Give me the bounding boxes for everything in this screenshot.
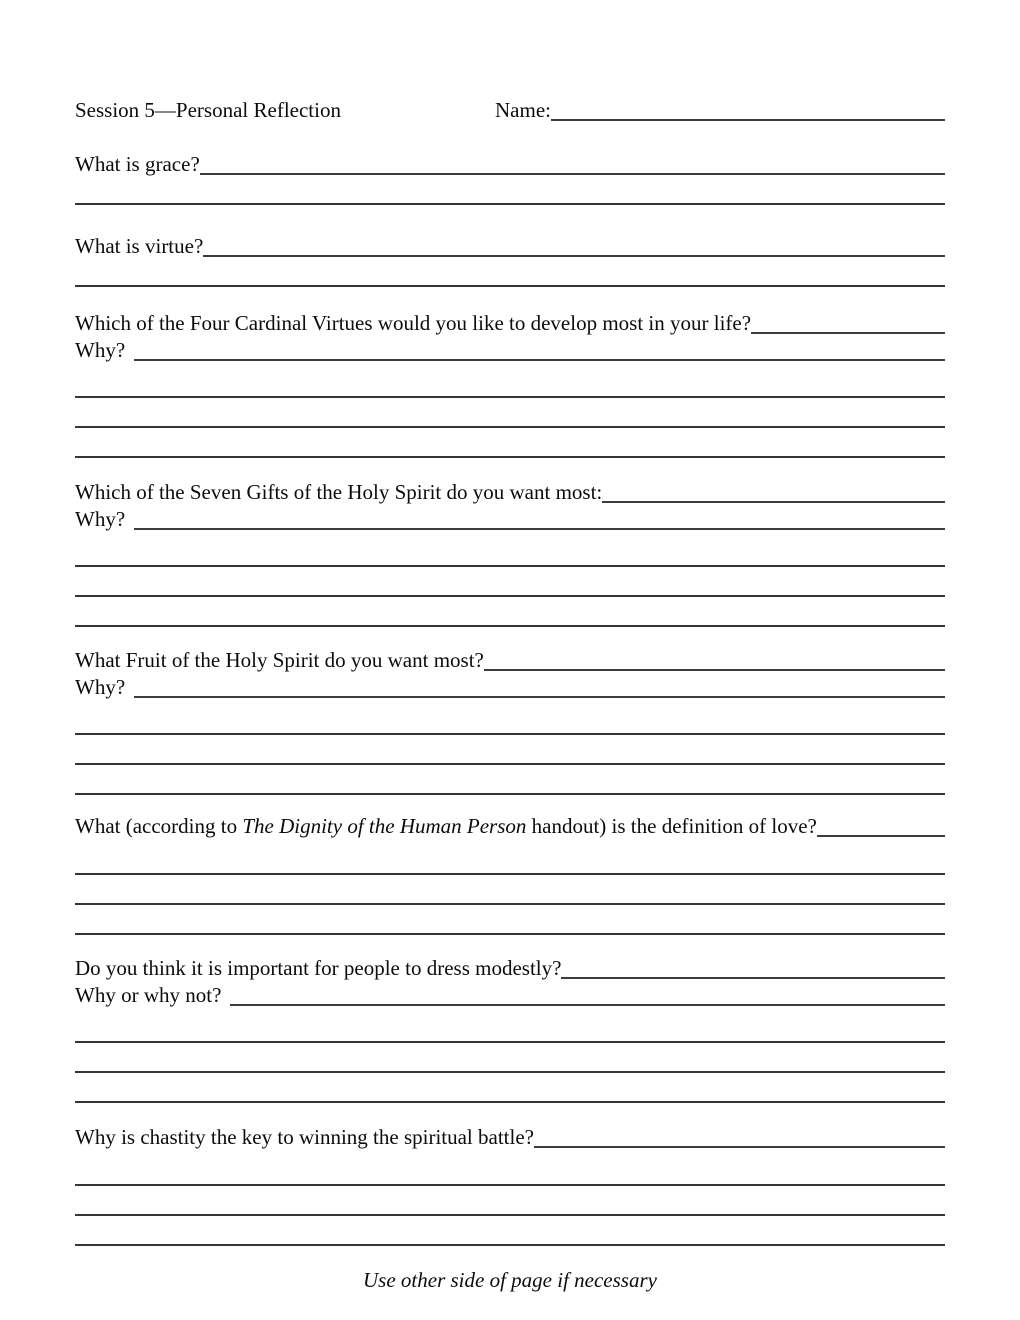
question-love-definition-label xyxy=(75,813,817,840)
answer-line xyxy=(75,905,945,935)
question-cardinal-virtues xyxy=(75,310,945,337)
section-virtue xyxy=(75,233,945,287)
name-blank xyxy=(551,97,945,121)
answer-blank xyxy=(484,647,945,671)
answer-blank xyxy=(230,982,945,1006)
answer-line xyxy=(75,845,945,875)
answer-line xyxy=(75,735,945,765)
question-seven-gifts-label: Which of the Seven Gifts of the Holy Spirit do you want most: xyxy=(75,480,603,504)
answer-lines-love-definition xyxy=(75,845,945,935)
answer-line xyxy=(75,875,945,905)
question-seven-gifts xyxy=(75,479,945,506)
question-cardinal-virtues-label: Which of the Four Cardinal Virtues would you like to develop most in your life? xyxy=(75,311,752,335)
answer-line xyxy=(75,1156,945,1186)
why-row-cardinal-virtues xyxy=(75,337,945,364)
answer-lines-cardinal-virtues xyxy=(75,368,945,458)
question-love-definition xyxy=(75,813,945,840)
why-row-modesty xyxy=(75,982,945,1009)
question-chastity-label: Why is chastity the key to winning the spiritual battle? xyxy=(75,1125,534,1149)
answer-lines-seven-gifts xyxy=(75,537,945,627)
why-row-seven-gifts xyxy=(75,506,945,533)
section-chastity xyxy=(75,1124,945,1246)
answer-line xyxy=(75,537,945,567)
answer-line xyxy=(75,368,945,398)
question-grace xyxy=(75,151,945,178)
answer-lines-virtue xyxy=(75,257,945,287)
answer-line xyxy=(75,1013,945,1043)
section-love-definition xyxy=(75,813,945,935)
answer-lines-modesty xyxy=(75,1013,945,1103)
question-grace-label: What is grace? xyxy=(75,152,200,176)
answer-line xyxy=(75,597,945,627)
answer-line xyxy=(75,428,945,458)
question-love-suffix: handout) is the definition of love? xyxy=(526,814,817,838)
answer-line xyxy=(75,765,945,795)
section-modesty xyxy=(75,955,945,1103)
answer-blank xyxy=(817,813,945,837)
answer-lines-fruit xyxy=(75,705,945,795)
question-fruit xyxy=(75,647,945,674)
answer-line xyxy=(75,257,945,287)
page-title: Session 5—Personal Reflection xyxy=(75,98,341,122)
footer-note: Use other side of page if necessary xyxy=(363,1268,657,1292)
header-row xyxy=(75,97,945,124)
name-label: Name: xyxy=(495,98,551,122)
answer-blank xyxy=(200,151,945,175)
answer-blank xyxy=(134,337,945,361)
answer-blank xyxy=(561,955,945,979)
answer-blank xyxy=(203,233,945,257)
answer-blank xyxy=(751,310,945,334)
answer-line xyxy=(75,1073,945,1103)
answer-blank xyxy=(134,674,945,698)
answer-line xyxy=(75,567,945,597)
question-virtue-label: What is virtue? xyxy=(75,234,204,258)
question-modesty xyxy=(75,955,945,982)
answer-lines-grace xyxy=(75,175,945,205)
why-label: Why or why not? xyxy=(75,983,222,1007)
handout-title: The Dignity of the Human Person xyxy=(242,814,527,838)
answer-line xyxy=(75,1216,945,1246)
section-seven-gifts xyxy=(75,479,945,627)
why-label: Why? xyxy=(75,675,126,699)
why-label: Why? xyxy=(75,507,126,531)
why-label: Why? xyxy=(75,338,126,362)
section-fruit xyxy=(75,647,945,795)
answer-line xyxy=(75,398,945,428)
why-row-fruit xyxy=(75,674,945,701)
question-fruit-label: What Fruit of the Holy Spirit do you want most? xyxy=(75,648,484,672)
question-chastity xyxy=(75,1124,945,1151)
answer-blank xyxy=(602,479,945,503)
question-love-prefix: What (according to xyxy=(75,814,243,838)
answer-line xyxy=(75,1043,945,1073)
answer-lines-chastity xyxy=(75,1156,945,1246)
section-cardinal-virtues xyxy=(75,310,945,458)
question-modesty-label: Do you think it is important for people to dress modestly? xyxy=(75,956,562,980)
answer-blank xyxy=(134,506,945,530)
answer-blank xyxy=(534,1124,945,1148)
answer-line xyxy=(75,1186,945,1216)
section-grace xyxy=(75,151,945,205)
question-virtue xyxy=(75,233,945,260)
answer-line xyxy=(75,175,945,205)
answer-line xyxy=(75,705,945,735)
